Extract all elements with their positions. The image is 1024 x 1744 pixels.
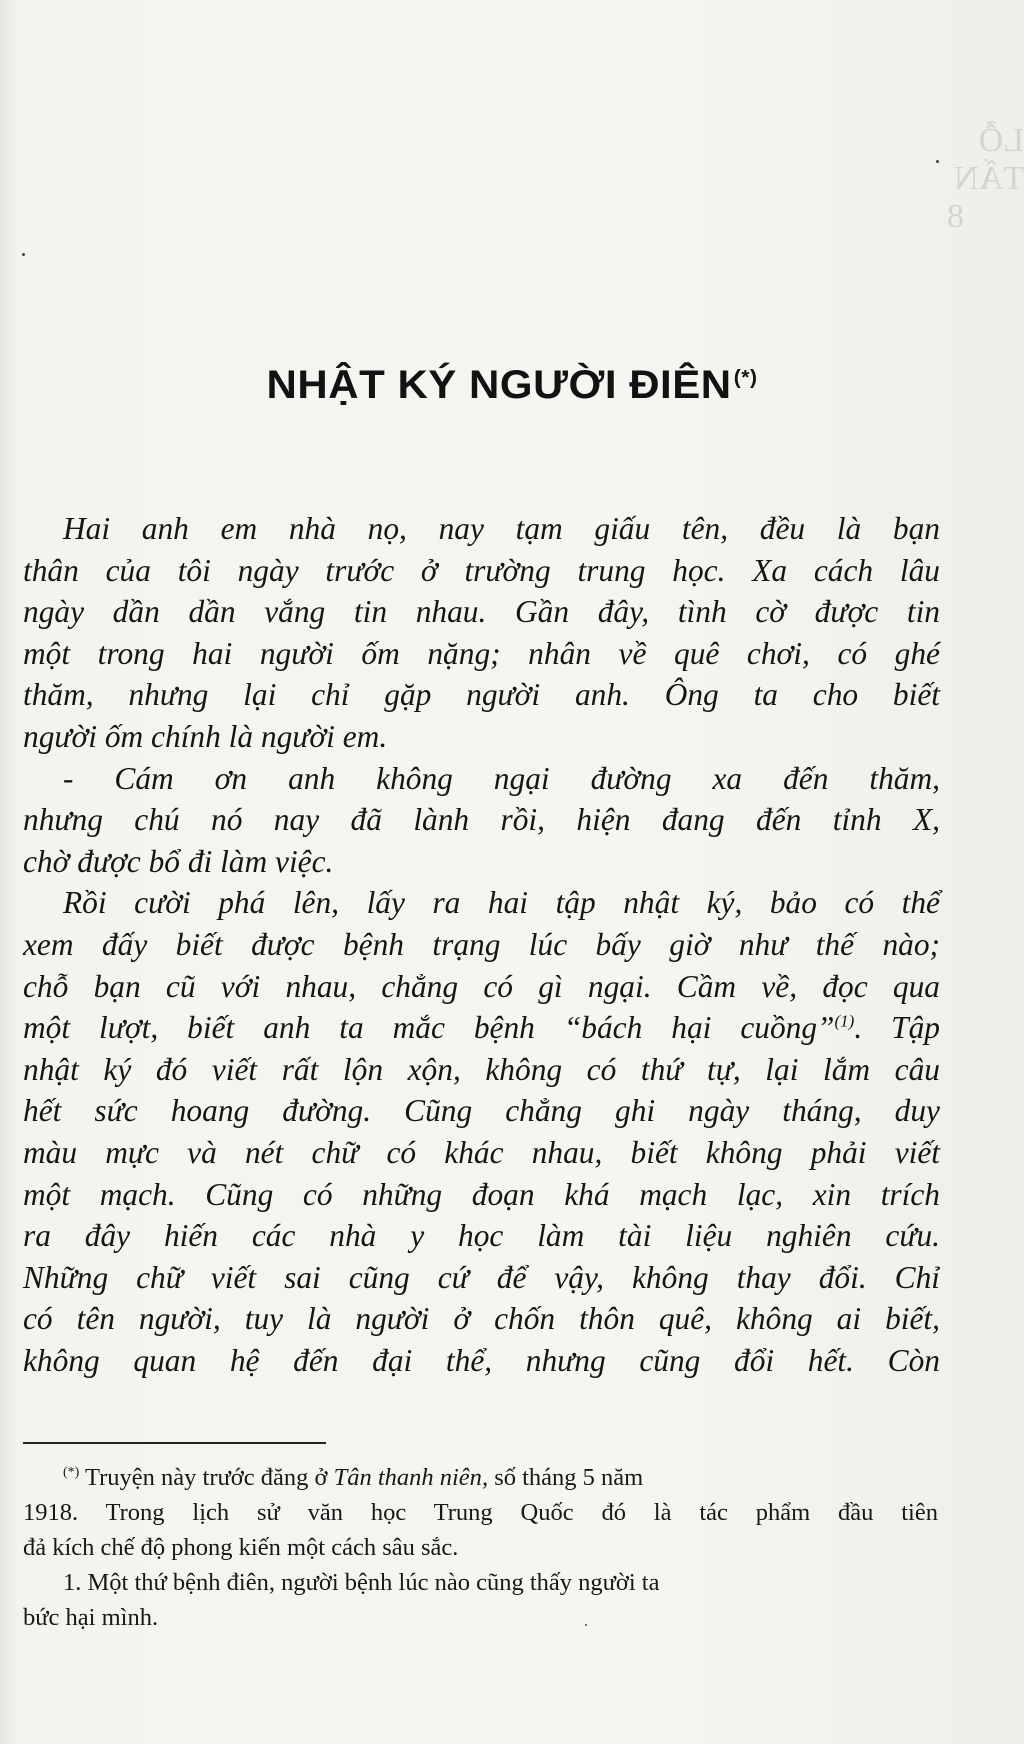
body-line: - Cám ơn anh không ngại đường xa đến thăm, bbox=[63, 760, 940, 796]
ink-speck bbox=[936, 160, 939, 163]
footnote-journal-name: Tân thanh niên bbox=[333, 1464, 482, 1491]
footnote-line: đả kích chế độ phong kiến một cách sâu sắc. bbox=[23, 1534, 459, 1561]
chapter-title bbox=[0, 363, 1024, 408]
body-line: ngày dần dần vắng tin nhau. Gần đây, tình cờ được tin bbox=[23, 594, 940, 630]
ink-speck bbox=[22, 253, 25, 256]
body-line: nhật ký đó viết rất lộn xộn, không có thứ tự, lại lắm câu bbox=[23, 1051, 940, 1087]
body-line: chờ được bổ đi làm việc. bbox=[23, 843, 334, 879]
title-footnote-mark: (*) bbox=[733, 366, 758, 389]
footnote-ref-1: (1) bbox=[834, 1011, 855, 1031]
footnote-divider bbox=[23, 1442, 326, 1444]
body-line: thân của tôi ngày trước ở trường trung học. Xa cách lâu bbox=[23, 552, 940, 588]
body-line: Những chữ viết sai cũng cứ để vậy, không thay đổi. Chỉ bbox=[23, 1259, 940, 1295]
body-line: có tên người, tuy là người ở chốn thôn quê, không ai biết, bbox=[23, 1301, 940, 1337]
body-text bbox=[23, 508, 940, 1381]
footnote-text: Truyện này trước đăng ở bbox=[85, 1464, 328, 1491]
footnote-line: bức hại mình. bbox=[23, 1604, 159, 1631]
footnote-line: 1918. Trong lịch sử văn học Trung Quốc đó là tác phẩm đầu tiên bbox=[23, 1499, 938, 1526]
footnote-star-mark: (*) bbox=[63, 1464, 80, 1480]
footnote-text: , số tháng 5 năm bbox=[481, 1464, 644, 1491]
body-line: một trong hai người ốm nặng; nhân về quê chơi, có ghé bbox=[23, 635, 940, 671]
body-line: hết sức hoang đường. Cũng chẳng ghi ngày tháng, duy bbox=[23, 1093, 940, 1129]
body-line-with-note bbox=[23, 1007, 940, 1049]
body-line: một mạch. Cũng có những đoạn khá mạch lạc, xin trích bbox=[23, 1176, 940, 1212]
footnote-star-line bbox=[23, 1460, 938, 1495]
body-line: ra đây hiến các nhà y học làm tài liệu nghiên cứu. bbox=[23, 1218, 940, 1254]
footnotes bbox=[23, 1460, 938, 1635]
chapter-title-text: NHẬT KÝ NGƯỜI ĐIÊN bbox=[266, 363, 732, 407]
running-head-text: LỖ TẤN bbox=[954, 122, 1024, 197]
body-line: thăm, nhưng lại chỉ gặp người anh. Ông ta cho biết bbox=[23, 677, 940, 713]
footnote-1-line: 1. Một thứ bệnh điên, người bệnh lúc nào cũng thấy người ta bbox=[63, 1569, 660, 1596]
body-line: xem đấy biết được bệnh trạng lúc bấy giờ như thế nào; bbox=[23, 926, 940, 962]
body-line-text: . Tập bbox=[854, 1010, 940, 1046]
body-line: màu mực và nét chữ có khác nhau, biết không phải viết bbox=[23, 1134, 940, 1170]
page-number: 8 bbox=[947, 198, 964, 235]
body-line: chỗ bạn cũ với nhau, chẳng có gì ngại. Cầm về, đọc qua bbox=[23, 968, 940, 1004]
body-line: người ốm chính là người em. bbox=[23, 718, 388, 754]
body-line-text: một lượt, biết anh ta mắc bệnh “bách hại cuồng” bbox=[23, 1010, 835, 1046]
body-line: Hai anh em nhà nọ, nay tạm giấu tên, đều là bạn bbox=[63, 511, 940, 546]
body-line: Rồi cười phá lên, lấy ra hai tập nhật ký, bảo có thể bbox=[63, 885, 940, 921]
body-line: không quan hệ đến đại thể, nhưng cũng đổi hết. Còn bbox=[23, 1342, 940, 1378]
show-through-running-head bbox=[905, 122, 1024, 236]
body-line: nhưng chú nó nay đã lành rồi, hiện đang đến tỉnh X, bbox=[23, 802, 940, 838]
